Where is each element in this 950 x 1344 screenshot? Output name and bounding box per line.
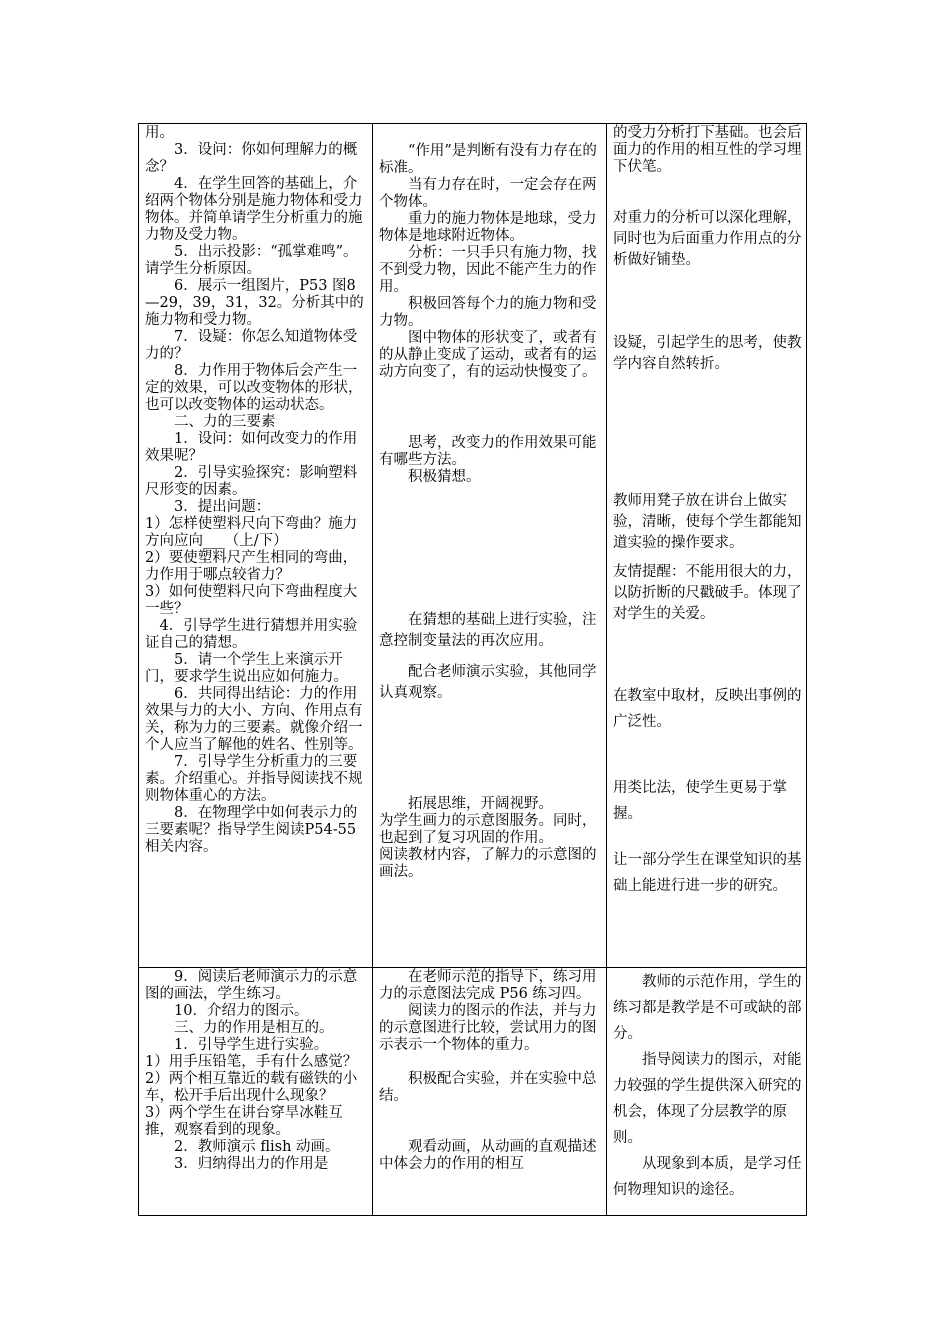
- paragraph: 积极猜想。: [408, 469, 481, 485]
- paragraph: 3．设问：你如何理解力的概念？: [145, 142, 358, 175]
- paragraph: 1．设问：如何改变力的作用效果呢？: [145, 431, 358, 464]
- paragraph: 阅读教材内容，了解力的示意图的画法。: [379, 847, 597, 880]
- paragraph: 1）怎样使塑料尺向下弯曲？施力方向应向___（上/下）: [145, 516, 358, 549]
- paragraph: 9．阅读后老师演示力的示意图的画法，学生练习。: [145, 969, 358, 1002]
- paragraph: 观看动画，从动画的直观描述中体会力的作用的相互: [379, 1139, 597, 1172]
- paragraph: 的受力分析打下基础。也会后面力的作用的相互性的学习埋下伏笔。: [613, 125, 802, 175]
- paragraph: 2．教师演示 flish 动画。: [174, 1139, 340, 1155]
- paragraph: 8．在物理学中如何表示力的三要素呢？指导学生阅读P54-55 相关内容。: [145, 805, 358, 855]
- design-intent-cell: [607, 124, 807, 968]
- paragraph: 6．展示一组图片，P53 图8—29，39，31，32。分析其中的施力物和受力物。: [145, 278, 364, 328]
- paragraph: 指导阅读力的图示，对能力较强的学生提供深入研究的机会，体现了分层教学的原则。: [613, 1052, 802, 1146]
- table-row: [139, 124, 807, 968]
- paragraph: 10．介绍力的图示。: [174, 1003, 309, 1019]
- paragraph: 用类比法，使学生更易于掌握。: [613, 780, 787, 822]
- paragraph: 1）用手压铅笔，手有什么感觉？: [145, 1054, 358, 1070]
- paragraph: 4．在学生回答的基础上，介绍两个物体分别是施力物体和受力物体。并简单请学生分析重力的施力物及受力物。: [145, 176, 363, 243]
- lesson-plan-table: [138, 123, 807, 1216]
- paragraph: 为学生画力的示意图服务。同时，也起到了复习巩固的作用。: [379, 813, 597, 846]
- teacher-activity-cell: [139, 124, 373, 968]
- paragraph: 从现象到本质，是学习任何物理知识的途径。: [613, 1156, 802, 1198]
- paragraph: 1．引导学生进行实验。: [174, 1037, 329, 1053]
- paragraph: 对重力的分析可以深化理解，同时也为后面重力作用点的分析做好铺垫。: [613, 210, 802, 268]
- paragraph: 2）要使塑料尺产生相同的弯曲，力作用于哪点较省力？: [145, 550, 358, 583]
- paragraph: 3）如何使塑料尺向下弯曲程度大一些？: [145, 584, 358, 617]
- paragraph: 分析：一只手只有施力物，找不到受力物，因此不能产生力的作用。: [379, 245, 597, 295]
- paragraph: 8．力作用于物体后会产生一定的效果，可以改变物体的形状，也可以改变物体的运动状态。: [145, 363, 363, 413]
- paragraph: 重力的施力物体是地球，受力物体是地球附近物体。: [379, 211, 597, 244]
- paragraph: 设疑，引起学生的思考，使教学内容自然转折。: [613, 335, 802, 372]
- paragraph: “作用”是判断有没有力存在的标准。: [379, 143, 597, 176]
- paragraph: 3．提出问题：: [174, 499, 271, 515]
- paragraph: 在老师示范的指导下，练习用力的示意图法完成 P56 练习四。: [379, 969, 597, 1002]
- paragraph: 教师的示范作用，学生的练习都是教学是不可或缺的部分。: [613, 974, 802, 1042]
- section-heading: 三、力的作用是相互的。: [174, 1020, 334, 1036]
- paragraph: 用。: [145, 125, 174, 141]
- paragraph: 让一部分学生在课堂知识的基础上能进行进一步的研究。: [613, 852, 802, 894]
- paragraph: 当有力存在时，一定会存在两个物体。: [379, 177, 597, 210]
- paragraph: 积极配合实验，并在实验中总结。: [379, 1071, 597, 1104]
- student-activity-cell: [373, 968, 607, 1216]
- teacher-activity-cell: [139, 968, 373, 1216]
- paragraph: 友情提醒：不能用很大的力，以防折断的尺戳破手。体现了对学生的关爱。: [613, 564, 802, 622]
- design-intent-cell: [607, 968, 807, 1216]
- paragraph: 拓展思维，开阔视野。: [408, 796, 553, 812]
- student-activity-cell: [373, 124, 607, 968]
- paragraph: 在教室中取材，反映出事例的广泛性。: [613, 688, 802, 730]
- paragraph: 3．归纳得出力的作用是: [174, 1156, 329, 1172]
- paragraph: 7．设疑：你怎么知道物体受力的？: [145, 329, 358, 362]
- paragraph: 图中物体的形状变了，或者有的从静止变成了运动，或者有的运动方向变了，有的运动快慢变了。: [379, 330, 597, 380]
- paragraph: 教师用凳子放在讲台上做实验，清晰，使每个学生都能知道实验的操作要求。: [613, 493, 802, 551]
- paragraph: 思考，改变力的作用效果可能有哪些方法。: [379, 435, 597, 468]
- paragraph: 积极回答每个力的施力物和受力物。: [379, 296, 597, 329]
- paragraph: 5．出示投影：“孤掌难鸣”。请学生分析原因。: [145, 244, 358, 277]
- paragraph: 6．共同得出结论：力的作用效果与力的大小、方向、作用点有关，称为力的三要素。就像介绍一个人应当了解他的姓名、性别等。: [145, 686, 363, 753]
- paragraph: 7．引导学生分析重力的三要素。介绍重心。并指导阅读找不规则物体重心的方法。: [145, 754, 363, 804]
- paragraph: 2．引导实验探究：影响塑料尺形变的因素。: [145, 465, 358, 498]
- table-row: [139, 968, 807, 1216]
- paragraph: 配合老师演示实验，其他同学认真观察。: [379, 664, 597, 701]
- paragraph: 5．请一个学生上来演示开门，要求学生说出应如何施力。: [145, 652, 348, 685]
- paragraph: 3）两个学生在讲台穿旱冰鞋互推，观察看到的现象。: [145, 1105, 343, 1138]
- paragraph: 4．引导学生进行猜想并用实验证自己的猜想。: [145, 618, 358, 651]
- paragraph: 在猜想的基础上进行实验，注意控制变量法的再次应用。: [379, 612, 597, 649]
- paragraph: 阅读力的图示的作法，并与力的示意图进行比较，尝试用力的图示表示一个物体的重力。: [379, 1003, 597, 1053]
- section-heading: 二、力的三要素: [174, 414, 276, 430]
- paragraph: 2）两个相互靠近的载有磁铁的小车，松开手后出现什么现象？: [145, 1071, 358, 1104]
